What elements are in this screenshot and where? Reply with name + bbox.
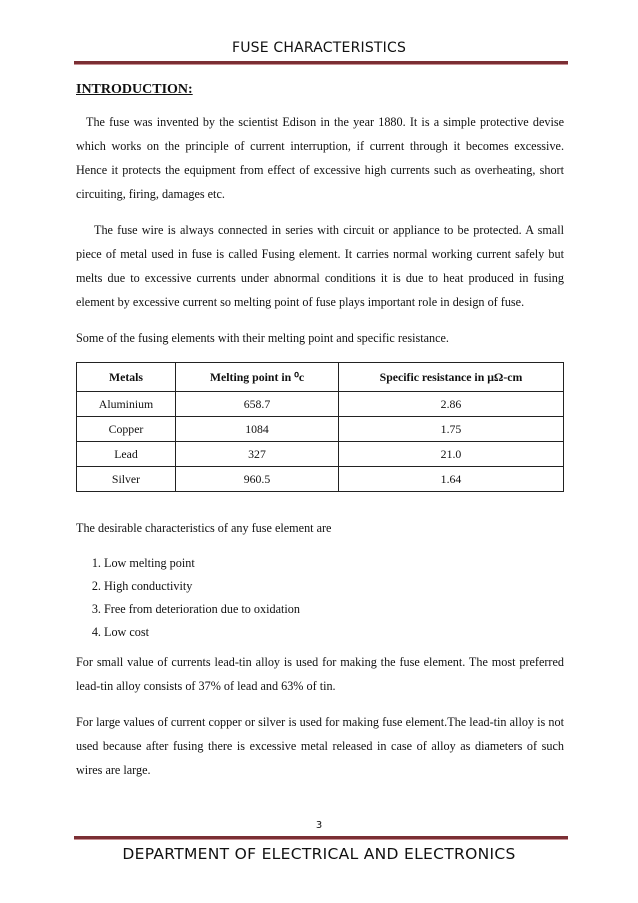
table-row <box>77 442 564 467</box>
table-cell-melting-point: 1084 <box>176 417 339 442</box>
copper-silver-paragraph: For large values of current copper or silver is used for making fuse element.The lead-tin alloy is not used because after fusing there is excessive metal released in case of alloy as diameters of such wires are large. <box>76 715 564 777</box>
fusing-elements-table <box>76 362 564 492</box>
table-cell-metal: Lead <box>77 442 176 467</box>
table-cell-melting-point: 658.7 <box>176 392 339 417</box>
list-item: 4. Low cost <box>104 621 564 644</box>
table-cell-melting-point: 960.5 <box>176 467 339 492</box>
column-header-specific-resistance: Specific resistance in μΩ-cm <box>339 363 564 392</box>
lead-tin-paragraph: For small value of currents lead-tin alloy is used for making the fuse element. The most preferred lead-tin alloy consists of 37% of lead and 63% of tin. <box>76 655 564 693</box>
page-number: 3 <box>315 820 323 831</box>
list-item: 3. Free from deterioration due to oxidation <box>104 598 564 621</box>
header-rule <box>74 61 568 65</box>
page-content <box>76 78 564 794</box>
table-cell-metal: Silver <box>77 467 176 492</box>
table-cell-resistance: 1.75 <box>339 417 564 442</box>
table-cell-metal: Copper <box>77 417 176 442</box>
footer-rule <box>74 836 568 840</box>
table-row <box>77 467 564 492</box>
table-cell-resistance: 1.64 <box>339 467 564 492</box>
characteristics-intro: The desirable characteristics of any fuse element are <box>76 521 332 535</box>
table-cell-melting-point: 327 <box>176 442 339 467</box>
table-intro-paragraph: Some of the fusing elements with their melting point and specific resistance. <box>76 331 449 345</box>
footer-department: DEPARTMENT OF ELECTRICAL AND ELECTRONICS <box>122 845 516 863</box>
table-row <box>77 392 564 417</box>
table-row <box>77 417 564 442</box>
table-cell-resistance: 21.0 <box>339 442 564 467</box>
column-header-melting-point: Melting point in ⁰c <box>176 363 339 392</box>
list-item: 1. Low melting point <box>104 552 564 575</box>
table-cell-resistance: 2.86 <box>339 392 564 417</box>
column-header-metals: Metals <box>77 363 176 392</box>
table-header-row <box>77 363 564 392</box>
page-header-title: FUSE CHARACTERISTICS <box>231 40 407 56</box>
section-heading: INTRODUCTION: <box>76 82 193 97</box>
table-cell-metal: Aluminium <box>77 392 176 417</box>
characteristics-list <box>76 552 564 644</box>
intro-paragraph-1: The fuse was invented by the scientist Edison in the year 1880. It is a simple protective devise which works on the principle of current interruption, if current through it becomes excessive. Hence it protects the equipment from effect of excessive high currents such as overheating, short circuiting, firing, damages etc. <box>76 115 564 201</box>
list-item: 2. High conductivity <box>104 575 564 598</box>
intro-paragraph-2: The fuse wire is always connected in series with circuit or appliance to be protected. A small piece of metal used in fuse is called Fusing element. It carries normal working current safely but melts due to excessive currents under abnormal conditions it is due to heat produced in fusing element by excessive current so melting point of fuse plays important role in design of fuse. <box>76 223 564 309</box>
